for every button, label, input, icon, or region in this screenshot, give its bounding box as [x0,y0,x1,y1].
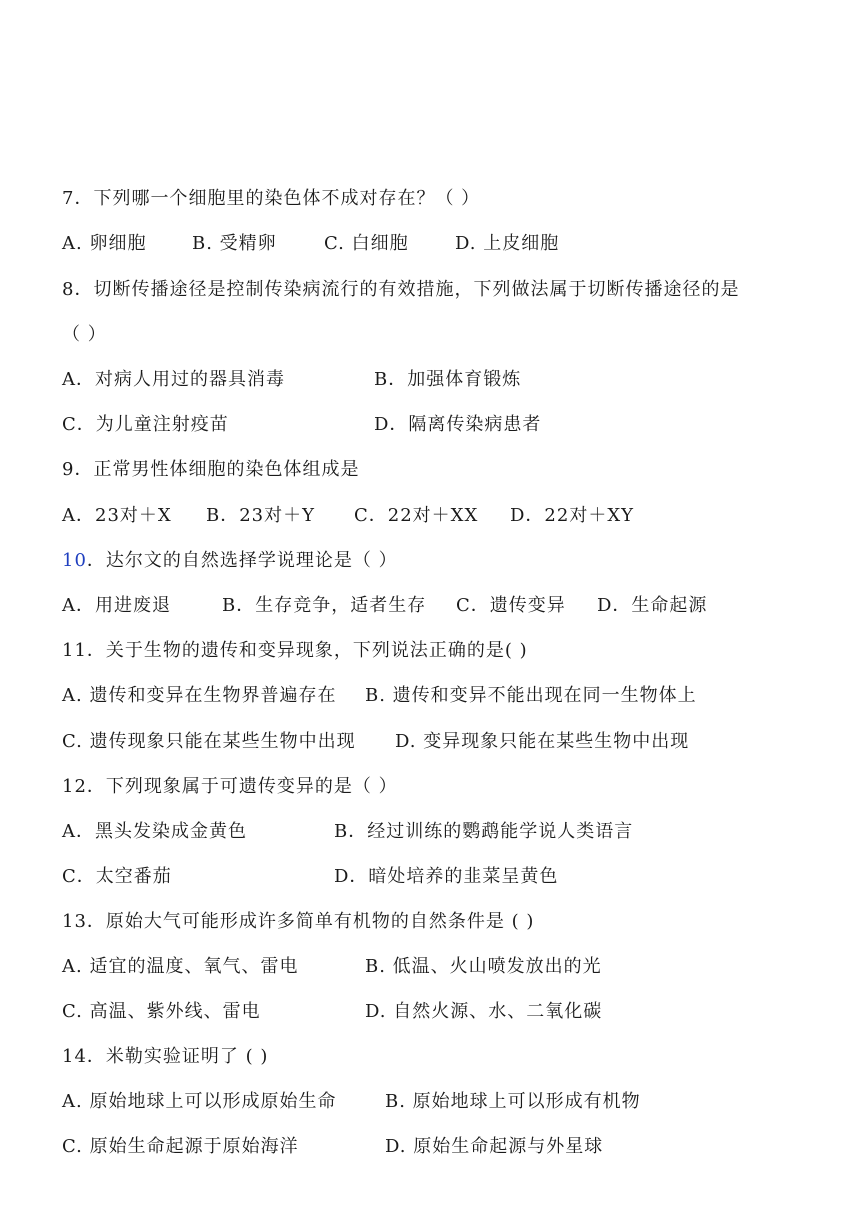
question-9-option-a: A．23对＋X [62,505,172,526]
question-12-option-c: C．太空番茄 [62,866,172,887]
question-9-option-d: D．22对＋XY [510,505,635,526]
question-8-option-a: A．对病人用过的器具消毒 [62,369,285,390]
question-12-option-a: A．黑头发染成金黄色 [62,821,247,842]
question-8-stem: 8．切断传播途径是控制传染病流行的有效措施，下列做法属于切断传播途径的是 [62,279,740,300]
question-12-option-d: D．暗处培养的韭菜呈黄色 [334,866,559,887]
question-7-option-b: B. 受精卵 [192,233,277,254]
question-10-text: ．达尔文的自然选择学说理论是（ ） [86,550,398,571]
question-13-option-c: C. 高温、紫外线、雷电 [62,1001,261,1022]
question-12-option-b: B．经过训练的鹦鹉能学说人类语言 [334,821,634,842]
question-10-option-c: C．遗传变异 [456,595,566,616]
question-8-option-b: B．加强体育锻炼 [374,369,522,390]
question-7-option-a: A. 卵细胞 [62,233,147,254]
question-10-number: 10 [62,550,87,571]
question-14-option-d: D. 原始生命起源与外星球 [385,1136,604,1157]
question-9-option-b: B．23对＋Y [206,505,316,526]
question-9-stem: 9．正常男性体细胞的染色体组成是 [62,459,360,480]
question-11-option-d: D. 变异现象只能在某些生物中出现 [395,731,690,752]
question-13-option-b: B. 低温、火山喷发放出的光 [365,956,602,977]
question-13-option-a: A. 适宜的温度、氧气、雷电 [62,956,299,977]
question-10-option-d: D．生命起源 [597,595,708,616]
question-8-stem-continued: （ ） [62,324,107,345]
question-11-option-c: C. 遗传现象只能在某些生物中出现 [62,731,356,752]
question-10-option-b: B．生存竞争，适者生存 [222,595,427,616]
question-13-stem: 13．原始大气可能形成许多简单有机物的自然条件是 ( ) [62,911,535,932]
question-14-stem: 14．米勒实验证明了 ( ) [62,1046,269,1067]
question-8-option-c: C．为儿童注射疫苗 [62,414,229,435]
question-10-stem [62,549,398,573]
question-7-option-d: D. 上皮细胞 [455,233,560,254]
question-14-option-a: A. 原始地球上可以形成原始生命 [62,1091,337,1112]
question-14-option-c: C. 原始生命起源于原始海洋 [62,1136,299,1157]
question-11-stem: 11．关于生物的遗传和变异现象，下列说法正确的是( ) [62,640,528,661]
question-11-option-a: A. 遗传和变异在生物界普遍存在 [62,685,337,706]
question-11-option-b: B. 遗传和变异不能出现在同一生物体上 [365,685,697,706]
question-12-stem: 12．下列现象属于可遗传变异的是（ ） [62,776,398,797]
question-13-option-d: D. 自然火源、水、二氧化碳 [365,1001,603,1022]
question-7-stem: 7．下列哪一个细胞里的染色体不成对存在？（ ） [62,188,481,209]
question-14-option-b: B. 原始地球上可以形成有机物 [385,1091,641,1112]
question-9-option-c: C．22对＋XX [354,505,479,526]
question-8-option-d: D．隔离传染病患者 [374,414,542,435]
question-10-option-a: A．用进废退 [62,595,171,616]
question-7-option-c: C. 白细胞 [324,233,409,254]
